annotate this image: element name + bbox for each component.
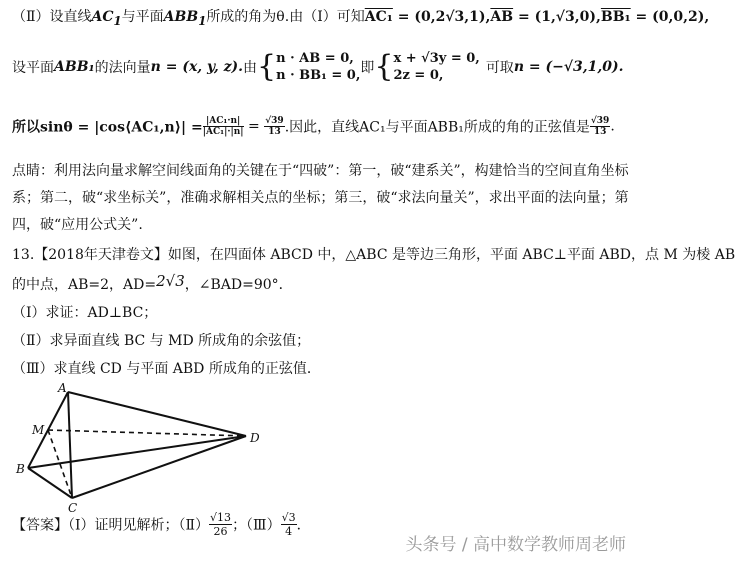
edge-cd <box>72 436 246 498</box>
equation-system-1: n · AB = 0, n · BB₁ = 0, <box>276 51 361 83</box>
line3-mid: .因此，直线AC₁与平面ABB₁所成的角的正弦值是 <box>284 119 590 136</box>
equation-system-2: x + √3y = 0, 2z = 0, <box>393 51 480 83</box>
line2-pre: 设平面 <box>12 60 54 76</box>
label-m: M <box>32 423 45 437</box>
line2-by: 由 <box>243 60 258 76</box>
problem-line-2c: ，∠BAD=90°． <box>184 277 293 293</box>
question-2: （Ⅱ）求异面直线 BC 与 MD 所成角的余弦值； <box>12 333 311 349</box>
line2-post: 可取 <box>485 60 514 76</box>
plane-abb1: ABB₁ <box>54 59 95 75</box>
comment-line-3: 四，破“应用公式关”. <box>12 217 143 233</box>
line3-eq: = <box>243 118 265 135</box>
edge-bd <box>28 436 246 468</box>
question-3: （Ⅲ）求直线 CD 与平面 ABD 所成角的正弦值． <box>12 361 321 377</box>
problem-line-2 <box>12 272 293 294</box>
line1-abb1: $ABB_1$ <box>163 9 207 28</box>
edge-bc <box>28 468 72 498</box>
edge-ad <box>68 392 246 436</box>
answer-pre: 【答案】（Ⅰ）证明见解析；（Ⅱ） <box>12 517 210 534</box>
system-brace-2: { <box>374 49 394 84</box>
label-a: A <box>58 381 67 395</box>
fraction-1: $\frac{\text{|AC₁·n|}}{\text{|AC₁|·|n|}}$ <box>202 116 244 137</box>
line2-mid: 的法向量 <box>94 60 151 76</box>
watermark: 头条号 / 高中数学教师周老师 <box>405 535 626 555</box>
line1-mid: 与平面 <box>121 9 164 25</box>
line1-pre: （Ⅱ）设直线 <box>12 9 92 25</box>
fraction-2: $\frac{√39}{13}$ <box>265 116 284 137</box>
normal-vector: n = (x, y, z). <box>150 59 244 75</box>
solution-line-3 <box>12 116 615 137</box>
label-c: C <box>68 501 78 515</box>
line3-end: . <box>610 118 615 135</box>
normal-vector-value: n = (−√3,1,0). <box>513 59 624 75</box>
problem-ad-value: 2√3 <box>156 272 185 290</box>
system-brace-1: { <box>257 49 277 84</box>
problem-line-1: 13.【2018年天津卷文】如图，在四面体 ABCD 中，△ABC 是等边三角形，平面 ABC⊥平面 ABD，点 M 为棱 AB <box>12 247 735 263</box>
answer-end: ． <box>296 517 311 534</box>
edge-md-dashed <box>48 430 246 436</box>
line1-ac1: $AC_1$ <box>91 9 122 28</box>
comment-line-1: 点睛：利用法向量求解空间线面角的关键在于“四破”：第一，破“建系关”，构建恰当的空间直角坐标 <box>12 163 629 179</box>
line2-ji: 即 <box>360 60 375 76</box>
fraction-3: $\frac{√39}{13}$ <box>590 116 610 137</box>
answer-mid: ；（Ⅲ） <box>232 517 281 534</box>
edge-ac <box>68 392 72 498</box>
label-d: D <box>250 431 260 445</box>
answer-fraction-3: $\frac{√3}{4}$ <box>281 511 296 538</box>
vector-ab-value: = (1,√3,0), <box>513 9 601 25</box>
vector-bb1-value: = (0,0,2), <box>630 9 710 25</box>
solution-line-1 <box>12 6 709 28</box>
answer-line <box>12 511 311 538</box>
problem-line-2a: 的中点，AB=2，AD= <box>12 277 157 293</box>
vector-ab: $\overline{AB}$ <box>490 9 514 25</box>
line3-pre: 所以sinθ = |cos⟨AC₁,n⟩| = <box>12 119 203 136</box>
label-b: B <box>16 462 25 476</box>
line1-post: 所成的角为θ.由（Ⅰ）可知 <box>206 9 365 25</box>
vector-bb1: BB₁ <box>600 9 631 25</box>
tetrahedron-diagram <box>0 380 280 515</box>
comment-line-2: 系；第二，破“求坐标关”，准确求解相关点的坐标；第三，破“求法向量关”，求出平面的法向量；第 <box>12 190 629 206</box>
answer-fraction-2: $\frac{√13}{26}$ <box>210 511 232 538</box>
vector-ac1-value: = (0,2√3,1), <box>392 9 491 25</box>
vector-ac1: AC₁ <box>364 9 393 25</box>
solution-line-2 <box>12 50 624 84</box>
question-1: （Ⅰ）求证：AD⊥BC； <box>12 305 158 321</box>
